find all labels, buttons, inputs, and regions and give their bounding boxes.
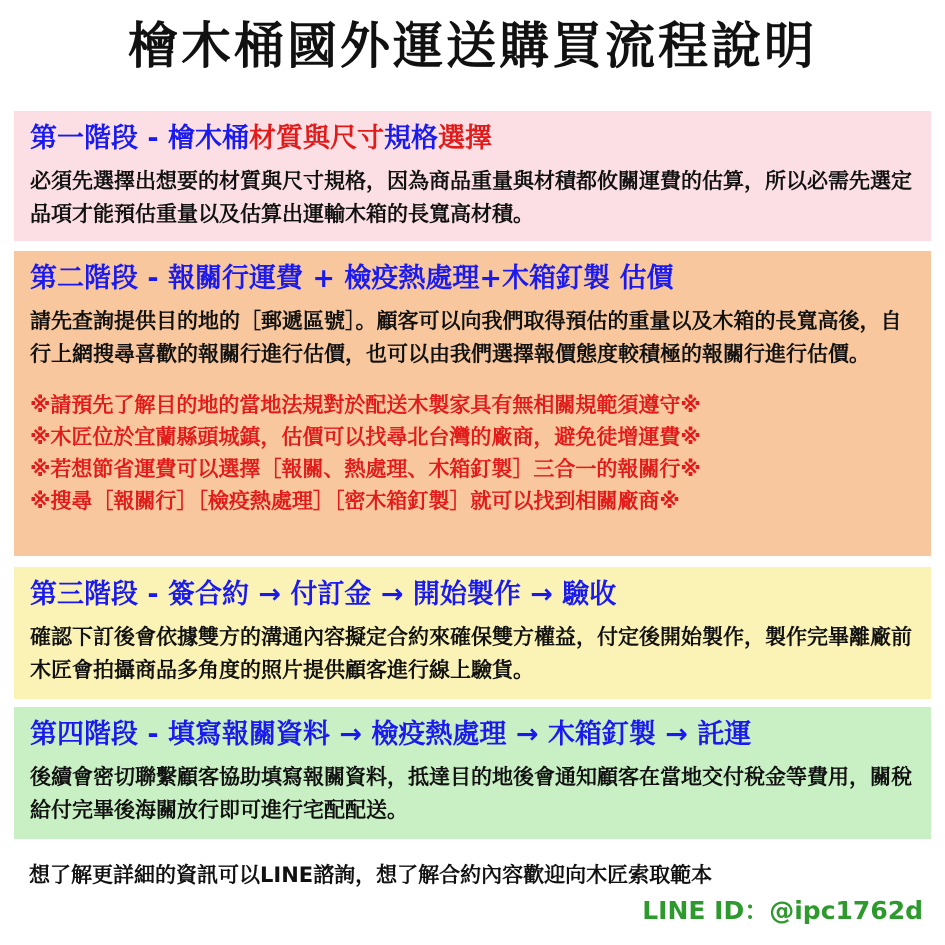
stage-3-panel <box>14 567 931 699</box>
stage-2-note: ※請預先了解目的地的當地法規對於配送木製家具有無相關規範須遵守※ <box>30 393 701 417</box>
footer-note: 想了解更詳細的資訊可以LINE諮詢，想了解合約內容歡迎向木匠索取範本 <box>29 863 713 887</box>
stage-2-panel <box>14 251 931 556</box>
stage-4-panel <box>14 707 931 839</box>
stage-1-heading-prefix: 第一階段 - 檜木桶 <box>30 123 250 154</box>
stage-4-heading: 第四階段 - 填寫報關資料 → 檢疫熱處理 → 木箱釘製 → 託運 <box>30 719 752 750</box>
stage-1-heading-material: 材質與 <box>249 123 331 154</box>
line-id: LINE ID：@ipc1762d <box>642 896 923 925</box>
stage-2-notes <box>30 389 917 517</box>
stage-1-panel <box>14 111 931 241</box>
stage-3-heading: 第三階段 - 簽合約 → 付訂金 → 開始製作 → 驗收 <box>30 579 617 610</box>
stage-1-body: 必須先選擇出想要的材質與尺寸規格，因為商品重量與材積都攸關運費的估算，所以必需先選定品項才能預估重量以及估算出運輸木箱的長寬高材積。 <box>30 169 912 226</box>
stage-2-note: ※搜尋［報關行］［檢疫熱處理］［密木箱釘製］就可以找到相關廠商※ <box>30 489 680 513</box>
stage-1-heading-spec: 規格 <box>384 123 439 154</box>
stage-2-heading: 第二階段 - 報關行運費 + 檢疫熱處理+木箱釘製 估價 <box>30 263 674 294</box>
stage-2-body: 請先查詢提供目的地的［郵遞區號］。顧客可以向我們取得預估的重量以及木箱的長寬高後，自行上網搜尋喜歡的報關行進行估價，也可以由我們選擇報價態度較積極的報關行進行估價。 <box>30 309 902 366</box>
stage-1-heading <box>30 117 917 161</box>
stage-2-note: ※若想節省運費可以選擇［報關、熱處理、木箱釘製］三合一的報關行※ <box>30 457 701 481</box>
page-title: 檜木桶國外運送購買流程說明 <box>128 17 817 75</box>
stage-1-heading-size: 尺寸 <box>330 123 385 154</box>
stage-1-heading-suffix: 選擇 <box>438 123 493 154</box>
stage-4-body: 後續會密切聯繫顧客協助填寫報關資料，抵達目的地後會通知顧客在當地交付稅金等費用，關稅給付完畢後海關放行即可進行宅配配送。 <box>30 765 912 822</box>
stage-2-note: ※木匠位於宜蘭縣頭城鎮，估價可以找尋北台灣的廠商，避免徒增運費※ <box>30 425 701 449</box>
stage-3-body: 確認下訂後會依據雙方的溝通內容擬定合約來確保雙方權益，付定後開始製作，製作完畢離廠前木匠會拍攝商品多角度的照片提供顧客進行線上驗貨。 <box>30 625 912 682</box>
